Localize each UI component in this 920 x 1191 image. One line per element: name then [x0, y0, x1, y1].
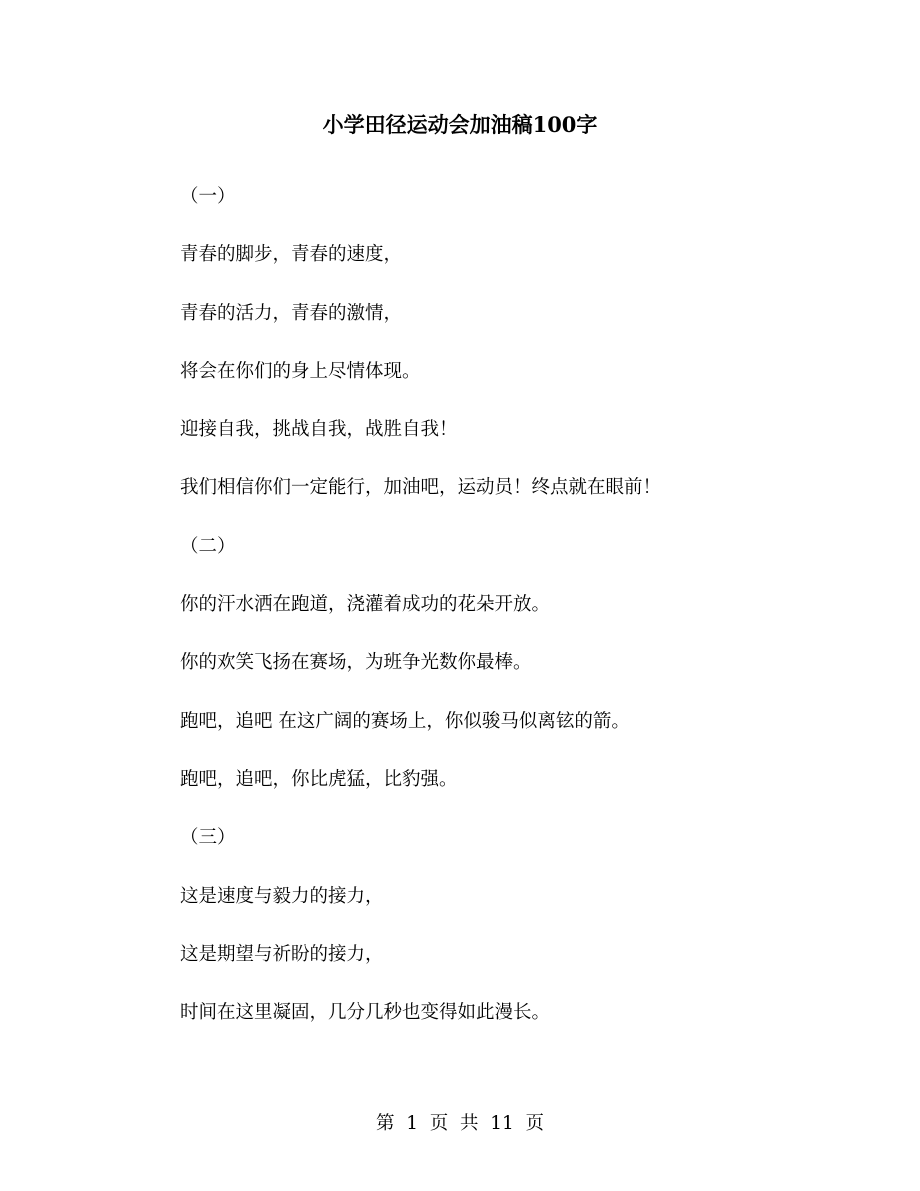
section-heading-1: （一） — [180, 186, 236, 207]
text-line: 青春的脚步，青春的速度， — [180, 244, 403, 266]
text-line: 我们相信你们一定能行，加油吧，运动员！终点就在眼前！ — [180, 477, 662, 499]
text-line: 你的欢笑飞扬在赛场，为班争光数你最棒。 — [180, 652, 532, 674]
page-footer: 第 1 页 共 11 页 — [375, 1113, 545, 1134]
body-text — [180, 168, 800, 1042]
section-heading-3: （三） — [180, 827, 236, 849]
section-heading-2: （二） — [180, 535, 236, 557]
text-line: 这是速度与毅力的接力， — [180, 885, 384, 907]
page-title: 小学田径运动会加油稿100字 — [322, 112, 598, 137]
text-line: 时间在这里凝固，几分几秒也变得如此漫长。 — [180, 1002, 551, 1024]
text-line: 跑吧，追吧 在这广阔的赛场上，你似骏马似离铉的箭。 — [180, 710, 630, 732]
text-line: 将会在你们的身上尽情体现。 — [180, 360, 421, 382]
text-line: 青春的活力，青春的激情， — [180, 302, 403, 324]
text-line: 这是期望与祈盼的接力， — [180, 943, 384, 965]
text-line: 跑吧，追吧，你比虎猛，比豹强。 — [180, 768, 458, 790]
text-line: 你的汗水洒在跑道，浇灌着成功的花朵开放。 — [180, 594, 551, 616]
text-line: 迎接自我，挑战自我，战胜自我！ — [180, 419, 458, 441]
